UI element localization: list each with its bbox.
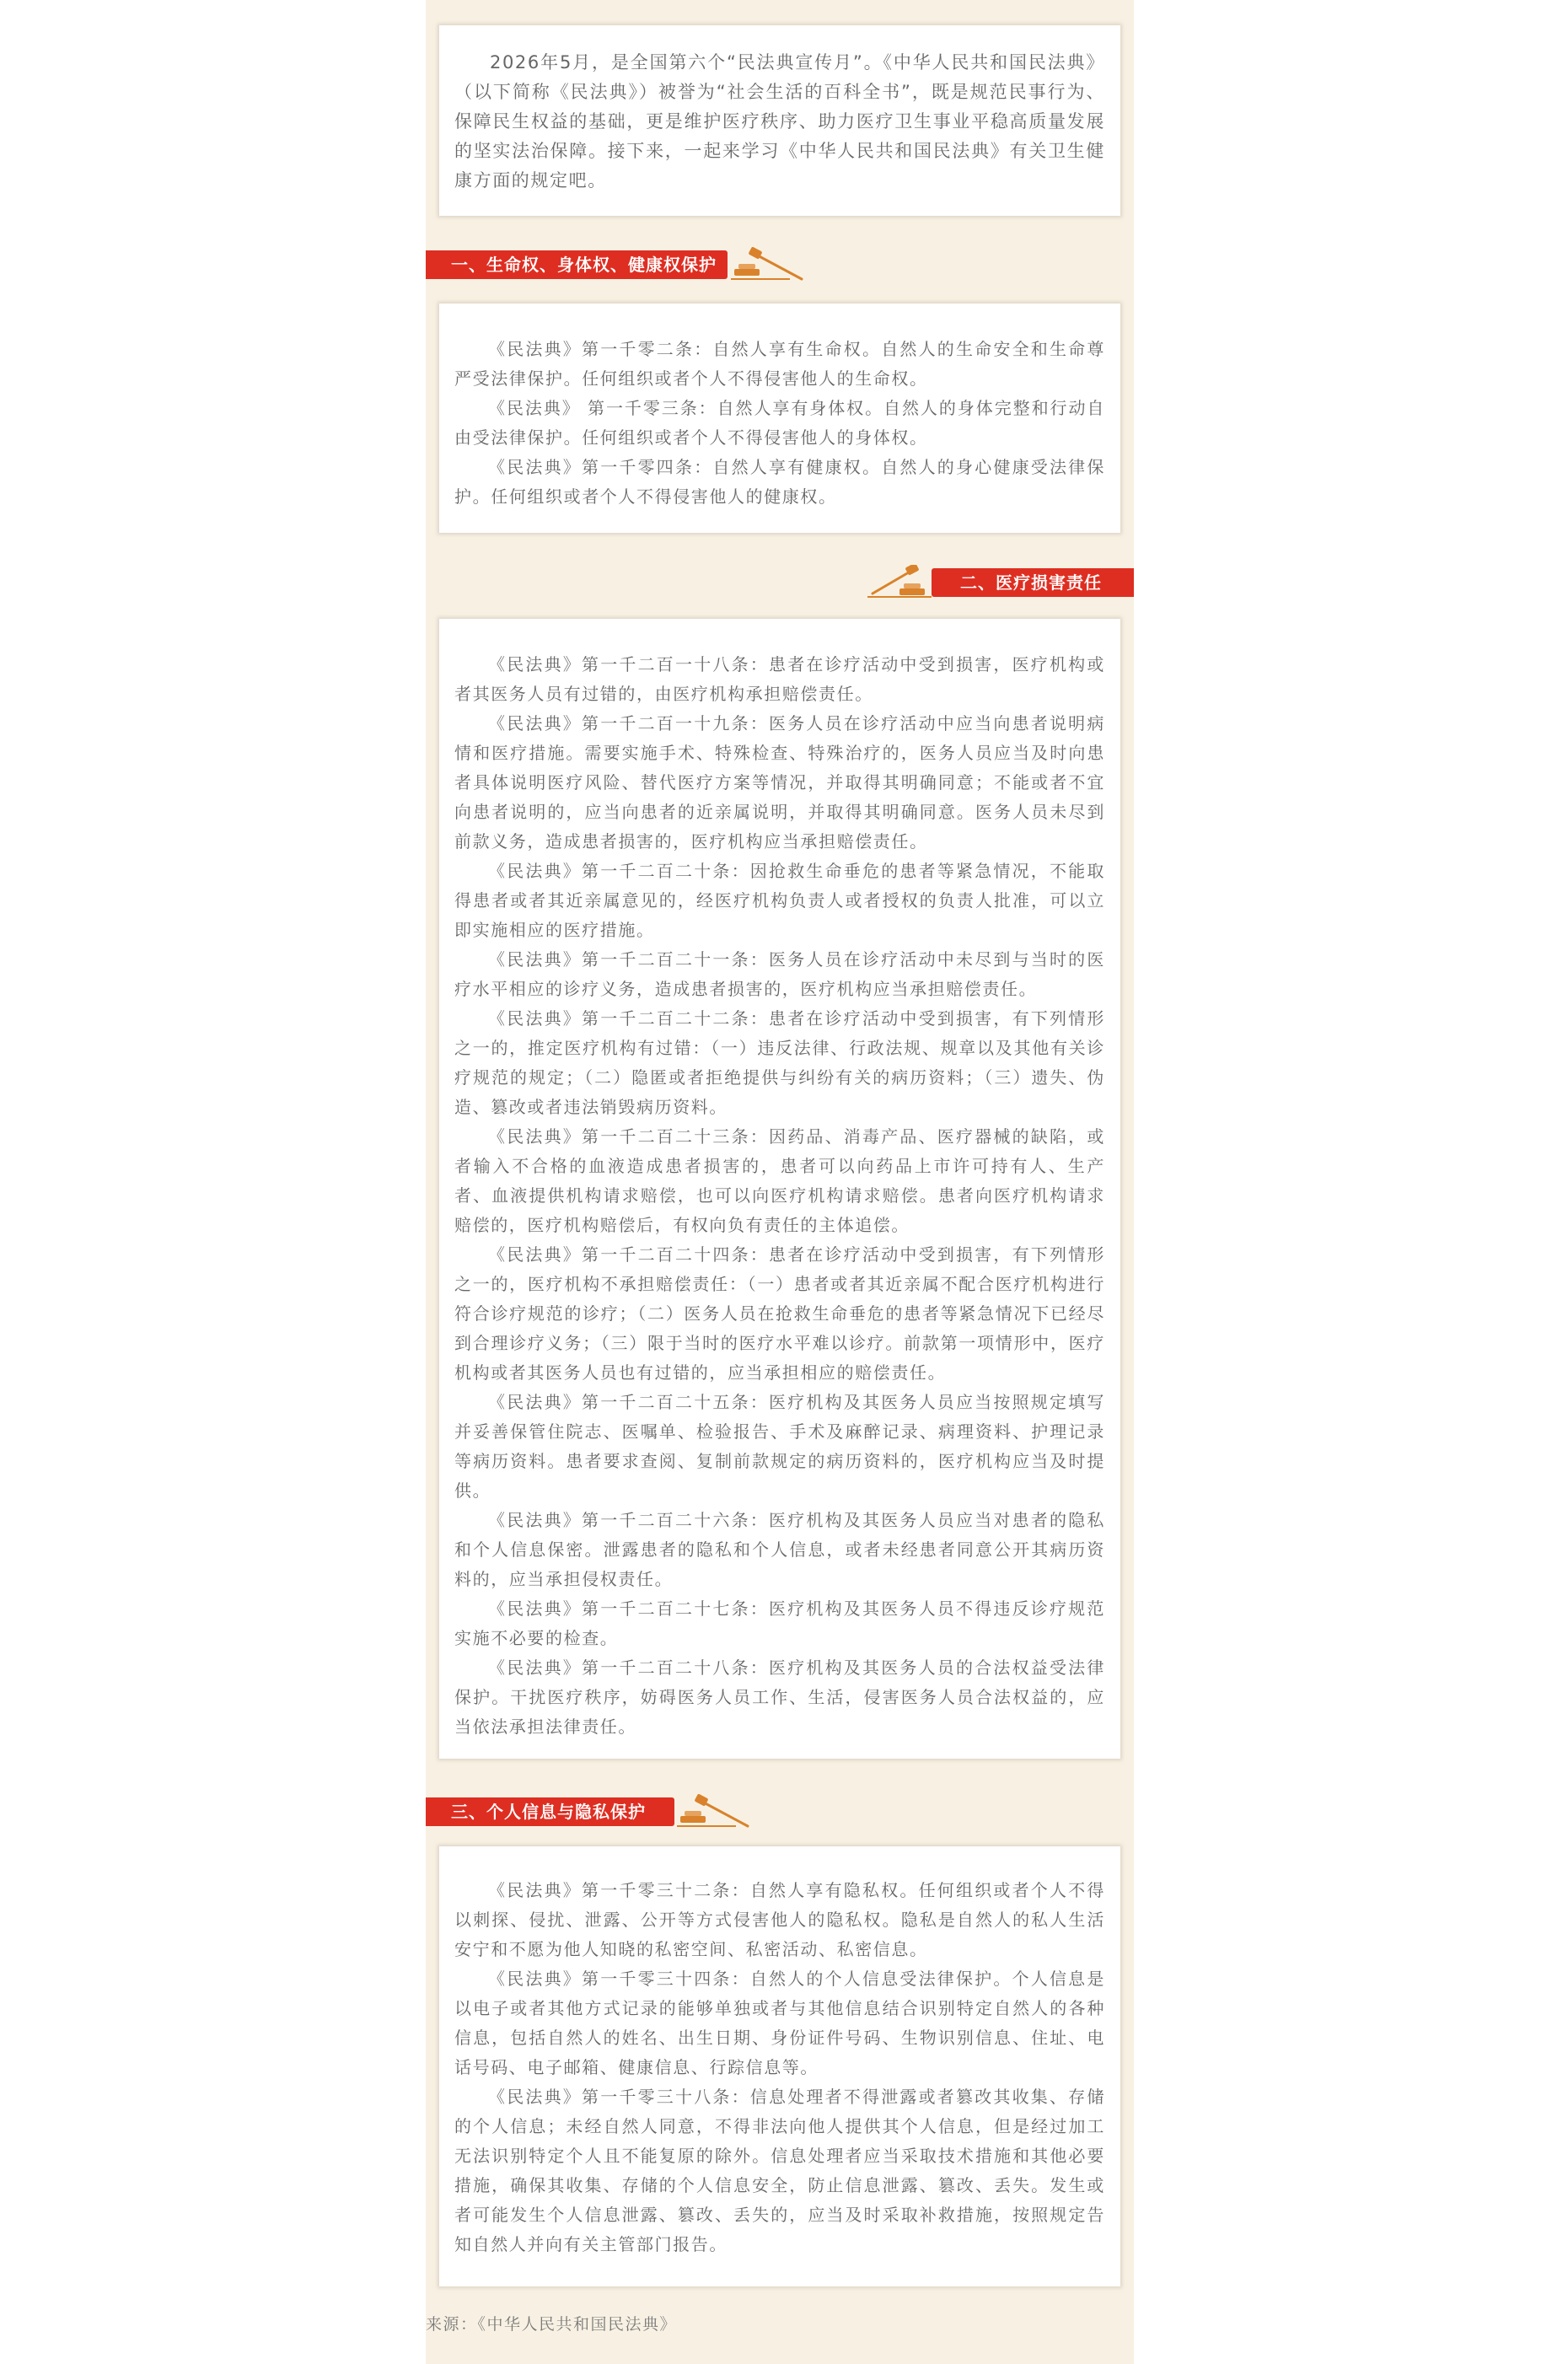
gavel-icon [677,1794,753,1833]
article-paragraph: 《民法典》第一千二百二十二条：患者在诊疗活动中受到损害，有下列情形之一的，推定医疗机构有过错：（一）违反法律、行政法规、规章以及其他有关诊疗规范的规定；（二）隐匿或者拒绝提供与纠纷有关的病历资料；（三）遗失、伪造、篡改或者违法销毁病历资料。 [454,1008,1105,1117]
article-paragraph: 《民法典》第一千二百二十一条：医务人员在诊疗活动中未尽到与当时的医疗水平相应的诊疗义务，造成患者损害的，医疗机构应当承担赔偿责任。 [454,949,1105,999]
section-3-card [439,1846,1120,2286]
section-3-title: 三、个人信息与隐私保护 [426,1797,674,1826]
article-paragraph: 《民法典》第一千零四条：自然人享有健康权。自然人的身心健康受法律保护。任何组织或者个人不得侵害他人的健康权。 [454,457,1105,507]
article-paragraph: 《民法典》第一千二百二十七条：医疗机构及其医务人员不得违反诊疗规范实施不必要的检查。 [454,1598,1105,1648]
article-paragraph: 《民法典》第一千二百二十条：因抢救生命垂危的患者等紧急情况，不能取得患者或者其近亲属意见的，经医疗机构负责人或者授权的负责人批准，可以立即实施相应的医疗措施。 [454,861,1105,940]
article-paragraph: 《民法典》第一千零三十四条：自然人的个人信息受法律保护。个人信息是以电子或者其他方式记录的能够单独或者与其他信息结合识别特定自然人的各种信息，包括自然人的姓名、出生日期、身份证件号码、生物识别信息、住址、电话号码、电子邮箱、健康信息、行踪信息等。 [454,1969,1105,2077]
gavel-icon [864,565,932,604]
article-paragraph: 《民法典》第一千二百一十八条：患者在诊疗活动中受到损害，医疗机构或者其医务人员有过错的，由医疗机构承担赔偿责任。 [454,654,1105,704]
section-1-title: 一、生命权、身体权、健康权保护 [426,250,728,279]
article-paragraph: 《民法典》第一千二百二十三条：因药品、消毒产品、医疗器械的缺陷，或者输入不合格的血液造成患者损害的，患者可以向药品上市许可持有人、生产者、血液提供机构请求赔偿，也可以向医疗机构请求赔偿。患者向医疗机构请求赔偿的，医疗机构赔偿后，有权向负有责任的主体追偿。 [454,1126,1105,1235]
section-2-banner [864,565,1134,600]
section-3-banner [426,1794,754,1829]
intro-paragraph: 2026年5月，是全国第六个“民法典宣传月”。《中华人民共和国民法典》（以下简称《民法典》）被誉为“社会生活的百科全书”，既是规范民事行为、保障民生权益的基础，更是维护医疗秩序、助力医疗卫生事业平稳高质量发展的坚实法治保障。接下来，一起来学习《中华人民共和国民法典》有关卫生健康方面的规定吧。 [454,52,1105,191]
gavel-icon [731,247,807,286]
section-1-card [439,304,1120,533]
source-note: 来源：《中华人民共和国民法典》 [426,2315,678,2334]
article-paragraph: 《民法典》第一千二百二十六条：医疗机构及其医务人员应当对患者的隐私和个人信息保密。泄露患者的隐私和个人信息，或者未经患者同意公开其病历资料的，应当承担侵权责任。 [454,1510,1105,1589]
article-paragraph: 《民法典》第一千二百二十四条：患者在诊疗活动中受到损害，有下列情形之一的，医疗机构不承担赔偿责任：（一）患者或者其近亲属不配合医疗机构进行符合诊疗规范的诊疗；（二）医务人员在抢救生命垂危的患者等紧急情况下已经尽到合理诊疗义务；（三）限于当时的医疗水平难以诊疗。前款第一项情形中，医疗机构或者其医务人员也有过错的，应当承担相应的赔偿责任。 [454,1244,1105,1383]
section-2-title: 二、医疗损害责任 [932,568,1134,597]
intro-card [439,25,1120,216]
article-paragraph: 《民法典》第一千二百二十五条：医疗机构及其医务人员应当按照规定填写并妥善保管住院志、医嘱单、检验报告、手术及麻醉记录、病理资料、护理记录等病历资料。患者要求查阅、复制前款规定的病历资料的，医疗机构应当及时提供。 [454,1392,1105,1501]
section-1-banner [426,247,805,282]
article-paragraph: 《民法典》 第一千零三条：自然人享有身体权。自然人的身体完整和行动自由受法律保护。任何组织或者个人不得侵害他人的身体权。 [454,398,1105,448]
article-paragraph: 《民法典》第一千二百一十九条：医务人员在诊疗活动中应当向患者说明病情和医疗措施。需要实施手术、特殊检查、特殊治疗的，医务人员应当及时向患者具体说明医疗风险、替代医疗方案等情况，并取得其明确同意；不能或者不宜向患者说明的，应当向患者的近亲属说明，并取得其明确同意。医务人员未尽到前款义务，造成患者损害的，医疗机构应当承担赔偿责任。 [454,713,1105,852]
article-column [426,0,1134,2364]
article-paragraph: 《民法典》第一千二百二十八条：医疗机构及其医务人员的合法权益受法律保护。干扰医疗秩序，妨碍医务人员工作、生活，侵害医务人员合法权益的，应当依法承担法律责任。 [454,1657,1105,1737]
section-2-card [439,619,1120,1759]
article-paragraph: 《民法典》第一千零二条：自然人享有生命权。自然人的生命安全和生命尊严受法律保护。任何组织或者个人不得侵害他人的生命权。 [454,339,1105,389]
article-paragraph: 《民法典》第一千零三十二条：自然人享有隐私权。任何组织或者个人不得以刺探、侵扰、泄露、公开等方式侵害他人的隐私权。隐私是自然人的私人生活安宁和不愿为他人知晓的私密空间、私密活动、私密信息。 [454,1880,1105,1959]
article-paragraph: 《民法典》第一千零三十八条：信息处理者不得泄露或者篡改其收集、存储的个人信息；未经自然人同意，不得非法向他人提供其个人信息，但是经过加工无法识别特定个人且不能复原的除外。信息处理者应当采取技术措施和其他必要措施，确保其收集、存储的个人信息安全，防止信息泄露、篡改、丢失。发生或者可能发生个人信息泄露、篡改、丢失的，应当及时采取补救措施，按照规定告知自然人并向有关主管部门报告。 [454,2087,1105,2254]
